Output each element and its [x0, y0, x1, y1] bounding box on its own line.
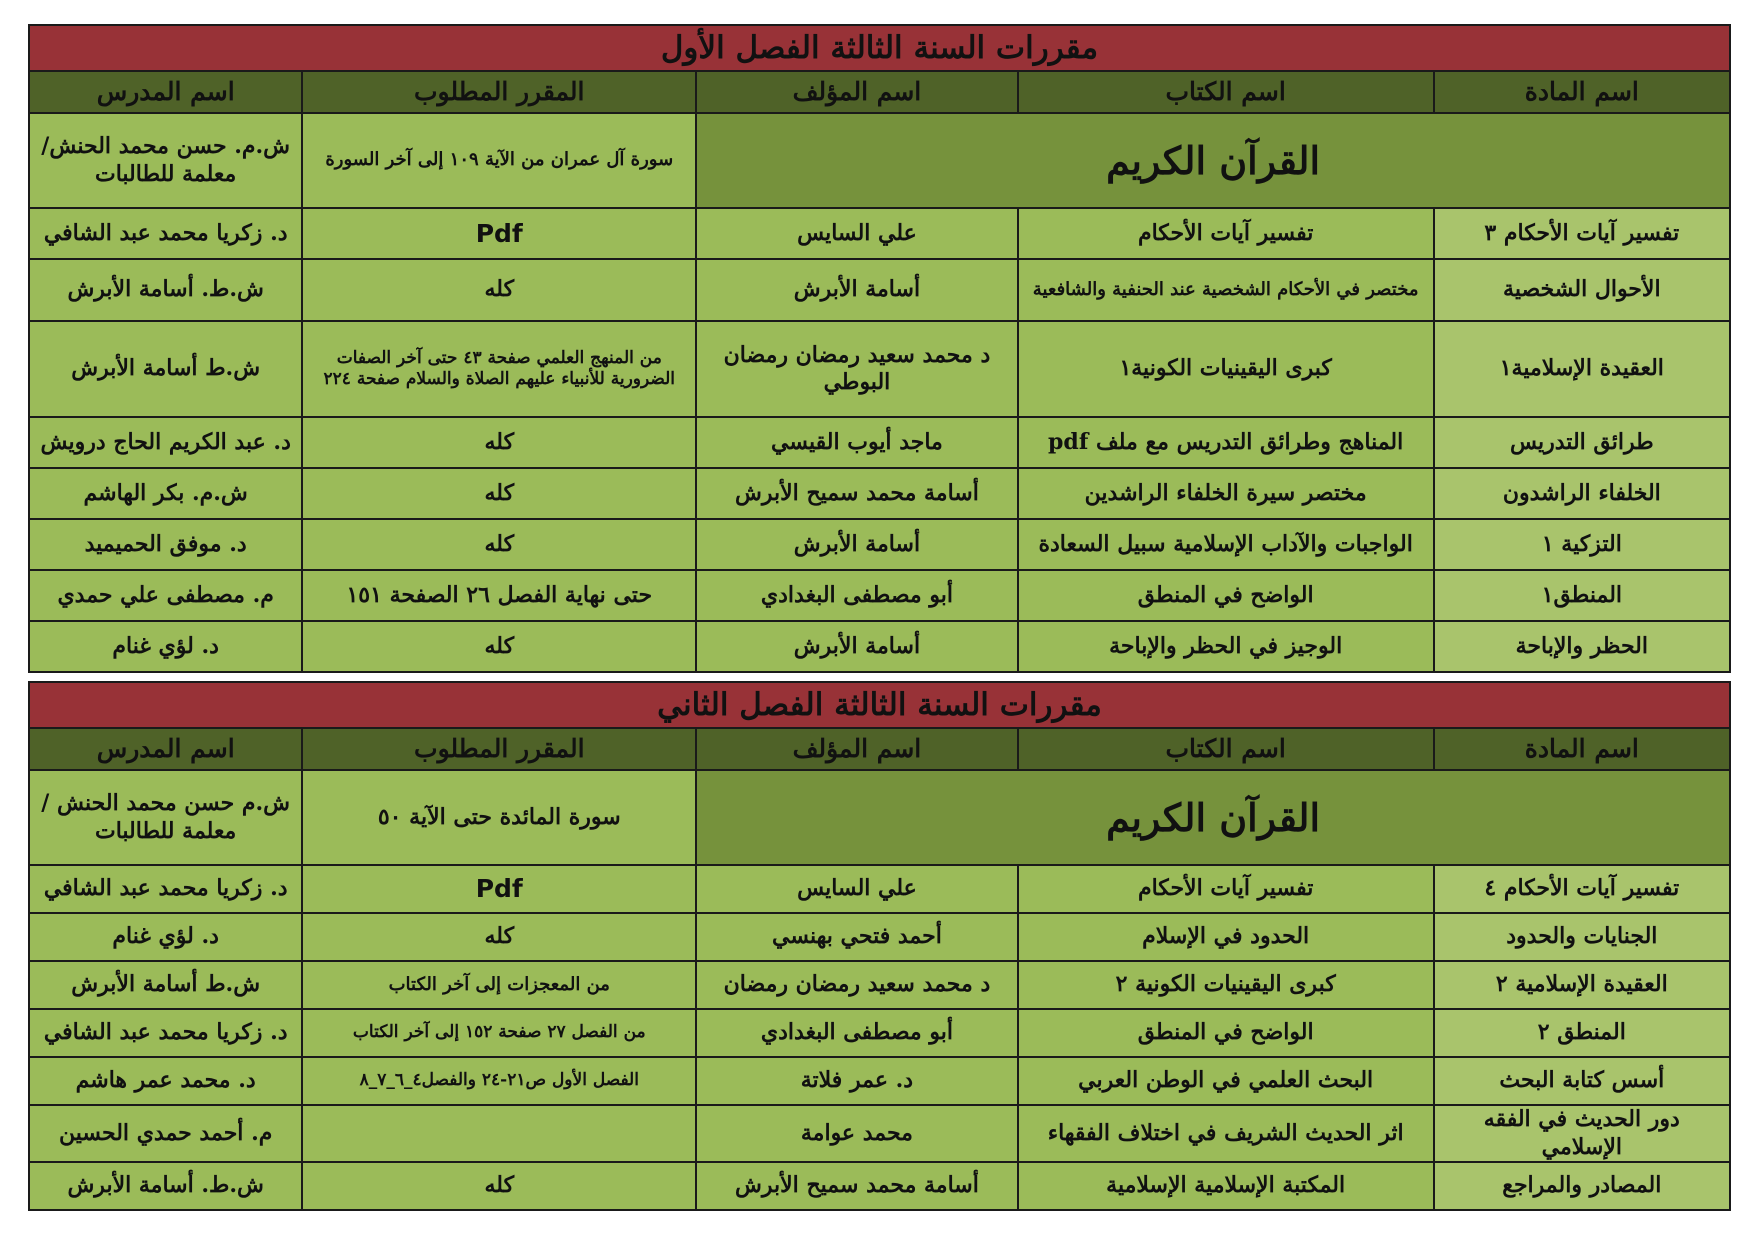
header-book: اسم الكتاب	[1018, 71, 1434, 113]
book-cell: تفسير آيات الأحكام	[1018, 208, 1434, 259]
teacher-cell: ش.م. حسن محمد الحنش/ معلمة للطالبات	[29, 113, 302, 208]
book-cell: الوجيز في الحظر والإباحة	[1018, 621, 1434, 672]
subject-cell: الخلفاء الراشدون	[1434, 468, 1730, 519]
subject-cell: طرائق التدريس	[1434, 417, 1730, 468]
table-row	[29, 1105, 1730, 1162]
table-row	[29, 468, 1730, 519]
subject-cell: المصادر والمراجع	[1434, 1162, 1730, 1210]
author-cell: علي السايس	[696, 865, 1018, 913]
header-required: المقرر المطلوب	[302, 728, 696, 770]
table-row	[29, 770, 1730, 865]
required-cell: حتى نهاية الفصل ٢٦ الصفحة ١٥١	[302, 570, 696, 621]
teacher-cell: ش.ط أسامة الأبرش	[29, 961, 302, 1009]
semester-1-table	[28, 24, 1731, 673]
author-cell: محمد عوامة	[696, 1105, 1018, 1162]
teacher-cell: ش.ط. أسامة الأبرش	[29, 1162, 302, 1210]
table-row	[29, 865, 1730, 913]
teacher-cell: م. مصطفى علي حمدي	[29, 570, 302, 621]
author-cell: أسامة محمد سميح الأبرش	[696, 1162, 1018, 1210]
required-cell: سورة آل عمران من الآية ١٠٩ إلى آخر السورة	[302, 113, 696, 208]
table-row	[29, 259, 1730, 321]
quran-label: القرآن الكريم	[696, 113, 1730, 208]
curriculum-sheet	[28, 24, 1731, 1211]
book-cell: الواضح في المنطق	[1018, 1009, 1434, 1057]
required-cell: كله	[302, 621, 696, 672]
subject-cell: الحظر والإباحة	[1434, 621, 1730, 672]
semester-title: مقررات السنة الثالثة الفصل الثاني	[29, 682, 1730, 728]
book-cell: كبرى اليقينيات الكونية١	[1018, 321, 1434, 417]
subject-cell: العقيدة الإسلامية ٢	[1434, 961, 1730, 1009]
teacher-cell: د. لؤي غنام	[29, 621, 302, 672]
table-gap	[28, 673, 1731, 681]
teacher-cell: د. لؤي غنام	[29, 913, 302, 961]
subject-cell: الجنايات والحدود	[1434, 913, 1730, 961]
author-cell: أبو مصطفى البغدادي	[696, 570, 1018, 621]
required-cell: كله	[302, 468, 696, 519]
subject-cell: تفسير آيات الأحكام ٤	[1434, 865, 1730, 913]
required-cell: Pdf	[302, 208, 696, 259]
subject-cell: الأحوال الشخصية	[1434, 259, 1730, 321]
table-row	[29, 417, 1730, 468]
subject-cell: التزكية ١	[1434, 519, 1730, 570]
header-author: اسم المؤلف	[696, 71, 1018, 113]
author-cell: أسامة محمد سميح الأبرش	[696, 468, 1018, 519]
table-row	[29, 1162, 1730, 1210]
required-cell: Pdf	[302, 865, 696, 913]
header-book: اسم الكتاب	[1018, 728, 1434, 770]
book-cell: الواجبات والآداب الإسلامية سبيل السعادة	[1018, 519, 1434, 570]
table-row	[29, 1009, 1730, 1057]
book-cell: المناهج وطرائق التدريس مع ملف pdf	[1018, 417, 1434, 468]
teacher-cell: ش.م حسن محمد الحنش / معلمة للطالبات	[29, 770, 302, 865]
book-cell: تفسير آيات الأحكام	[1018, 865, 1434, 913]
teacher-cell: د. زكريا محمد عبد الشافي	[29, 208, 302, 259]
subject-cell: المنطق١	[1434, 570, 1730, 621]
author-cell: ماجد أيوب القيسي	[696, 417, 1018, 468]
table-row	[29, 519, 1730, 570]
subject-cell: تفسير آيات الأحكام ٣	[1434, 208, 1730, 259]
header-required: المقرر المطلوب	[302, 71, 696, 113]
book-cell: اثر الحديث الشريف في اختلاف الفقهاء	[1018, 1105, 1434, 1162]
author-cell: أحمد فتحي بهنسي	[696, 913, 1018, 961]
author-cell: علي السايس	[696, 208, 1018, 259]
author-cell: د. عمر فلاتة	[696, 1057, 1018, 1105]
subject-cell: المنطق ٢	[1434, 1009, 1730, 1057]
required-cell: كله	[302, 259, 696, 321]
required-cell: كله	[302, 519, 696, 570]
teacher-cell: د. زكريا محمد عبد الشافي	[29, 1009, 302, 1057]
header-teacher: اسم المدرس	[29, 71, 302, 113]
required-cell: من المنهج العلمي صفحة ٤٣ حتى آخر الصفات الضرورية للأنبياء عليهم الصلاة والسلام صفحة ٢٢٤	[302, 321, 696, 417]
book-cell: مختصر سيرة الخلفاء الراشدين	[1018, 468, 1434, 519]
teacher-cell: ش.م. بكر الهاشم	[29, 468, 302, 519]
table-row	[29, 208, 1730, 259]
teacher-cell: ش.ط. أسامة الأبرش	[29, 259, 302, 321]
author-cell: أبو مصطفى البغدادي	[696, 1009, 1018, 1057]
teacher-cell: ش.ط أسامة الأبرش	[29, 321, 302, 417]
book-cell: كبرى اليقينيات الكونية ٢	[1018, 961, 1434, 1009]
required-cell: من الفصل ٢٧ صفحة ١٥٢ إلى آخر الكتاب	[302, 1009, 696, 1057]
required-cell: الفصل الأول ص٢١-٢٤ والفصل٤_٦_٧_٨	[302, 1057, 696, 1105]
table-row	[29, 113, 1730, 208]
table-row	[29, 1057, 1730, 1105]
quran-label: القرآن الكريم	[696, 770, 1730, 865]
header-author: اسم المؤلف	[696, 728, 1018, 770]
semester-title: مقررات السنة الثالثة الفصل الأول	[29, 25, 1730, 71]
teacher-cell: د. موفق الحميميد	[29, 519, 302, 570]
subject-cell: العقيدة الإسلامية١	[1434, 321, 1730, 417]
table-row	[29, 570, 1730, 621]
required-cell: كله	[302, 417, 696, 468]
subject-cell: أسس كتابة البحث	[1434, 1057, 1730, 1105]
teacher-cell: د. عبد الكريم الحاج درويش	[29, 417, 302, 468]
teacher-cell: د. زكريا محمد عبد الشافي	[29, 865, 302, 913]
author-cell: أسامة الأبرش	[696, 519, 1018, 570]
author-cell: د محمد سعيد رمضان رمضان البوطي	[696, 321, 1018, 417]
book-cell: الواضح في المنطق	[1018, 570, 1434, 621]
table-row	[29, 913, 1730, 961]
book-cell: البحث العلمي في الوطن العربي	[1018, 1057, 1434, 1105]
required-cell: كله	[302, 1162, 696, 1210]
author-cell: أسامة الأبرش	[696, 259, 1018, 321]
required-cell: من المعجزات إلى آخر الكتاب	[302, 961, 696, 1009]
required-cell: كله	[302, 913, 696, 961]
header-teacher: اسم المدرس	[29, 728, 302, 770]
header-subject: اسم المادة	[1434, 728, 1730, 770]
header-subject: اسم المادة	[1434, 71, 1730, 113]
author-cell: د محمد سعيد رمضان رمضان	[696, 961, 1018, 1009]
table-row	[29, 961, 1730, 1009]
table-row	[29, 621, 1730, 672]
book-cell: الحدود في الإسلام	[1018, 913, 1434, 961]
teacher-cell: م. أحمد حمدي الحسين	[29, 1105, 302, 1162]
semester-2-table	[28, 681, 1731, 1211]
table-row	[29, 321, 1730, 417]
book-cell: مختصر في الأحكام الشخصية عند الحنفية والشافعية	[1018, 259, 1434, 321]
required-cell: سورة المائدة حتى الآية ٥٠	[302, 770, 696, 865]
author-cell: أسامة الأبرش	[696, 621, 1018, 672]
required-cell	[302, 1105, 696, 1162]
teacher-cell: د. محمد عمر هاشم	[29, 1057, 302, 1105]
subject-cell: دور الحديث في الفقه الإسلامي	[1434, 1105, 1730, 1162]
book-cell: المكتبة الإسلامية الإسلامية	[1018, 1162, 1434, 1210]
